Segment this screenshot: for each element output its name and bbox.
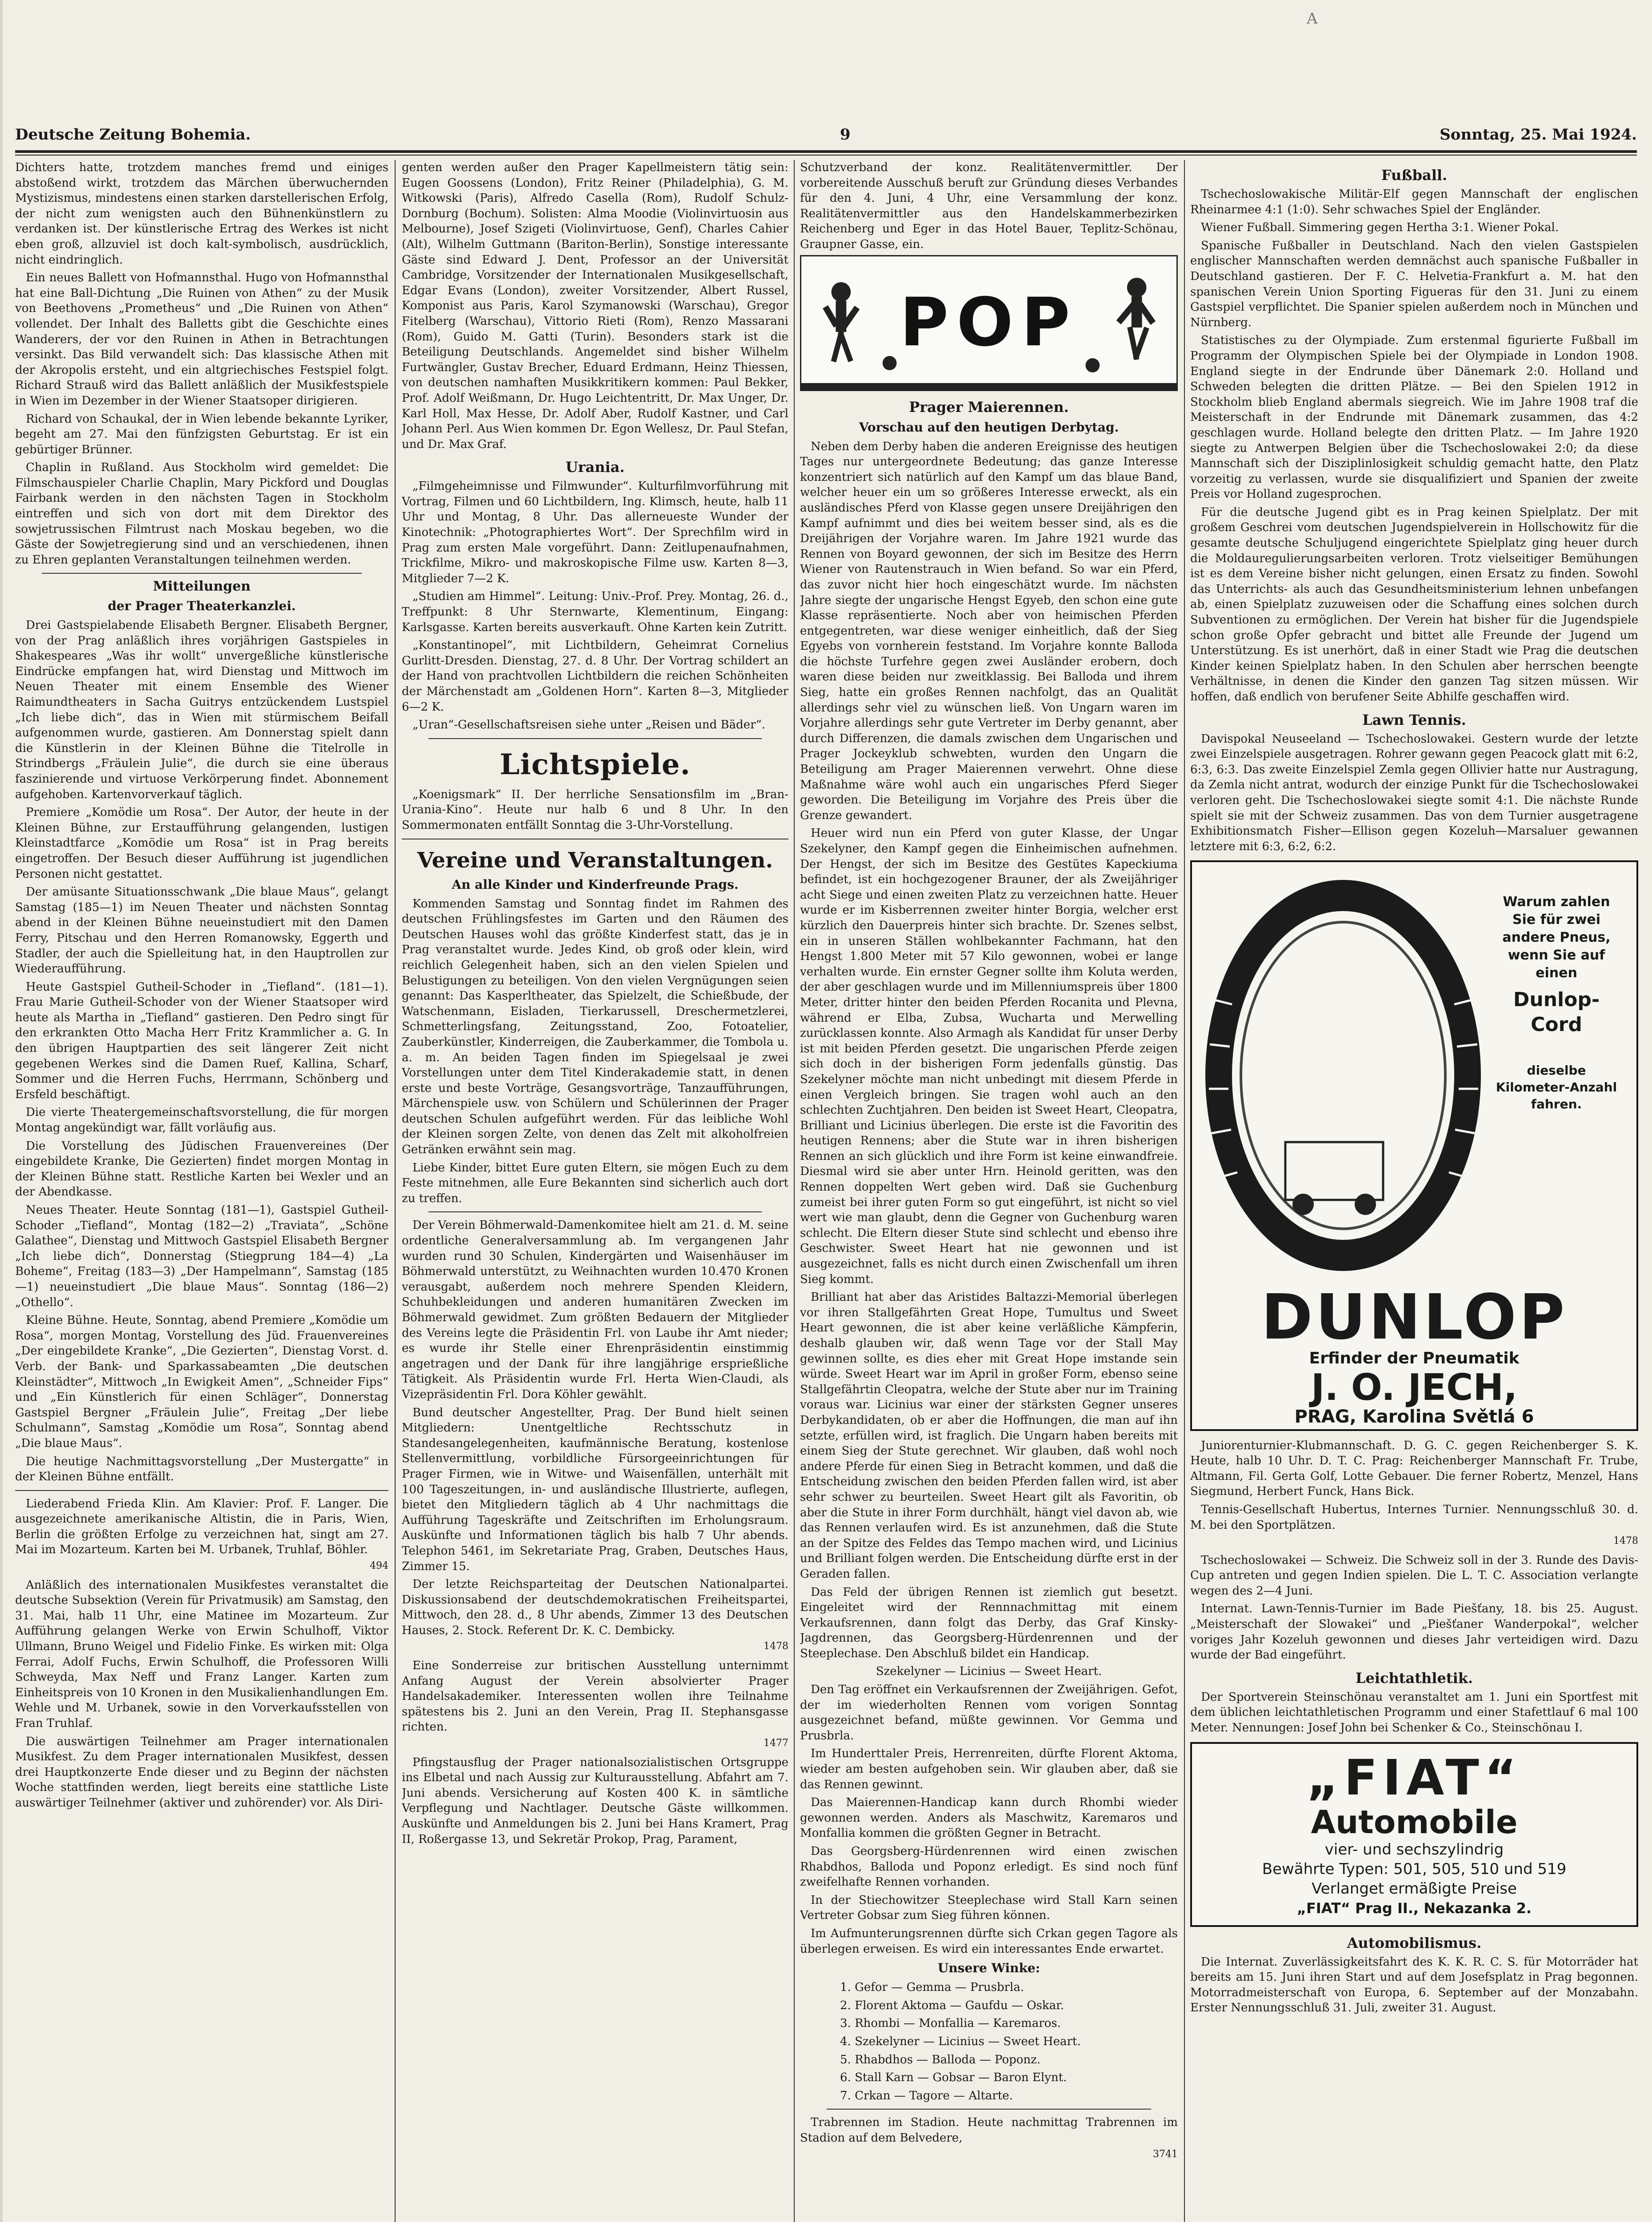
article-paragraph: Tschechoslowakische Militär-Elf gegen Mannschaft der englischen Rheinarmee 4:1 (1:0). Sehr schwaches Spiel der Engländer. [1190, 188, 1638, 216]
banner-word: POP [900, 284, 1078, 362]
tip-item: 6. Stall Karn — Gobsar — Baron Elynt. [840, 2071, 1067, 2085]
section-divider [15, 1490, 388, 1491]
ad-models: Bewährte Typen: 501, 505, 510 und 519 [1262, 1860, 1567, 1878]
article-paragraph: Die Internat. Zuverlässigkeitsfahrt des K. K. R. C. S. für Motorräder hat bereits am 15. Juni ihren Start und auf dem Josefsplatz in Prag begonnen. Motorradmeisterschaft von Europa, 6. September auf der Monzabahn. Erster Nennungsschluß 31. Juli, zweiter 31. August. [1190, 1955, 1638, 2015]
article-paragraph: Juniorenturnier-Klubmannschaft. D. G. C. gegen Reichenberger S. K. Heute, halb 10 Uhr. D. T. C. Prag: Reichenberger Mannschaft Fr. Trube, Altmann, Fil. Gerta Golf, Lotte Gebauer. Die ferner Robertz, Menzel, Hans Siegmund, Herbert Funck, Hans Bick. [1190, 1439, 1638, 1499]
article-paragraph: Spanische Fußballer in Deutschland. Nach den vielen Gastspielen englischer Mannschaften werden demnächst auch spanische Fußballer in Deutschland gastieren. Der F. C. Helvetia-Frankfurt a. M. hat den spanischen Verein Union Sporting Figueras für den 31. Juni zu einem Gastspiel verpflichtet. Die Spanier spielen außerdem noch in München und Nürnberg. [1190, 239, 1638, 329]
dunlop-advertisement [1190, 860, 1638, 1431]
column-rule [794, 160, 795, 2222]
article-paragraph: Der amüsante Situationsschwank „Die blaue Maus“, gelangt Samstag (185—1) im Neuen Theater und nächsten Sonntag abend in der Kleinen Bühne neueinstudiert mit den Damen Ferry, Pitschau und den Herren Romanowsky, Eggerth und Stadler, der auch die Spielleitung hat, in den Hauptrollen zur Wiederaufführung. [15, 885, 388, 976]
article-paragraph: Das Maierennen-Handicap kann durch Rhombi wieder gewonnen werden. Anders als Maschwitz, Karemaros und Monfallia kommen die größten Gegner in Betracht. [800, 1796, 1178, 1840]
ad-claim: dieselbe Kilometer-Anzahl fahren. [1496, 1063, 1617, 1112]
section-heading: Lichtspiele. [500, 747, 691, 781]
article-paragraph: „Uran“-Gesellschaftsreisen siehe unter „Reisen und Bäder“. [412, 718, 766, 732]
article-paragraph: Den Tag eröffnet ein Verkaufsrennen der Zweijährigen. Gefot, der im wiederholten Rennen vom vorigen Sonntag ausgezeichnet befand, müßte gewinnen. Vor Gemma und Prusbrla. [800, 1683, 1178, 1742]
section-heading: Automobilismus. [1347, 1934, 1482, 1951]
newspaper-name: Deutsche Zeitung Bohemia. [15, 126, 251, 144]
ad-brand: DUNLOP [1261, 1281, 1568, 1354]
section-heading: Lawn Tennis. [1362, 711, 1466, 728]
tip-item: 5. Rhabdhos — Balloda — Poponz. [840, 2053, 1041, 2066]
article-paragraph: Neues Theater. Heute Sonntag (181—1), Gastspiel Gutheil-Schoder „Tiefland“, Montag (182—2) „Traviata“, „Schöne Galathee“, Dienstag und Mittwoch Gastspiel Elisabeth Bergner „Ich liebe dich“, Donnerstag (Stiegprung 184—4) „La Boheme“, Freitag (183—3) „Der Hampelmann“, Samstag (185—1) neueinstudiert „Die blaue Maus“. Sonntag (186—2) „Othello“. [15, 1203, 388, 1309]
notice-number: 494 [370, 1560, 388, 1572]
article-paragraph: Der letzte Reichsparteitag der Deutschen Nationalpartei. Diskussionsabend der deutschdemokratischen Freiheitspartei, Mittwoch, den 28. d., 8 Uhr abends, Zimmer 13 des Deutschen Hauses, 2. Stock. Referent Dr. K. C. Dembicky. [402, 1578, 788, 1637]
ad-question-text: Warum zahlen Sie für zwei andere Pneus, wenn Sie auf einen [1502, 894, 1611, 981]
article-paragraph: Der Verein Böhmerwald-Damenkomitee hielt am 21. d. M. seine ordentliche Generalversammlung ab. Im vergangenen Jahr wurden rund 30 Schulen, Kindergärten und Waisenhäuser im Böhmerwald unterstützt, zu Weihnachten wurden 10.470 Kronen verausgabt, außerdem noch mehrere Spenden Kleidern, Schuhbekleidungen und anderen humanitären Zwecken im Böhmerwald gewidmet. Zum größten Bedauern der Mitglieder des Vereins legte die Präsidentin Frl. von Laube ihr Amt nieder; es wurde ihr Stelle einer Ehrenpräsidentin einstimmig angetragen und der Dank für ihre langjährige ersprießliche Tätigkeit. Als Präsidentin wurde Frl. Herta Wien-Claudi, als Vizepräsidentin Frl. Dora Köhler gewählt. [402, 1219, 788, 1401]
ad-address: PRAG, Karolina Světlá 6 [1294, 1406, 1534, 1427]
tyre-icon [1196, 867, 1499, 1284]
article-paragraph: Heute Gastspiel Gutheil-Schoder in „Tiefland“. (181—1). Frau Marie Gutheil-Schoder von der Wiener Staatsoper wird heute als Martha in „Tiefland“ gastieren. Den Pedro singt für den erkrankten Otto Macha Herr Fritz Krammlicher a. G. In den übrigen Hauptpartien des seit längerer Zeit nicht gegebenen Werkes sind die Damen Ruef, Kallina, Scharf, Sommer und die Herren Fuchs, Herrmann, Schönberg und Ersfeld beschäftigt. [15, 980, 388, 1101]
article-paragraph: Pfingstausflug der Prager nationalsozialistischen Ortsgruppe ins Elbetal und nach Aussig zur Kulturausstellung. Abfahrt am 7. Juni abends. Versicherung auf Kosten 400 K. in sämtliche Verpflegung und Nachtlager. Deutsche Gäste willkommen. Auskünfte und Anmeldungen bis 2. Juni bei Hans Kramert, Prag II, Roßergasse 13, und Sekretär Prokop, Prag, Parament, [402, 1755, 788, 1846]
article-paragraph: Neben dem Derby haben die anderen Ereignisse des heutigen Tages nur untergeordnete Bedeutung; das ganze Interesse konzentriert sich natürlich auf den Kampf um das blaue Band, welcher heuer ein um so größeres Interesse erweckt, als ein ausländisches Pferd von Klasse gegen unsere Dreijährigen den Kampf aufnimmt und dies bei weitem besser sind, als es die Dreijährigen der Vorjahre waren. Im Jahre 1921 wurde das Rennen von Boyard gewonnen, der sich im Besitze des Herrn Wiener von Rautenstrauch in Wien befand. So war ein Pferd, das zuvor nicht hier hoch eingeschätzt wurde. Im nächsten Jahre siegte der ungarische Hengst Egyeb, den schon eine gute Klasse repräsentierte. Noch aber von heimischen Pferden entgegentreten, war diese weniger einheitlich, daß der Sieg Egyebs von vornherein feststand. Im Vorjahre konnte Balloda die höchste Turfehre gegen zwei Ausländer erobern, doch waren diese beiden nur zweitklassig. Bei Balloda und ihrem Sieg, hatte ein großes Rennen nachfolgt, das an Qualität allerdings sehr viel zu wünschen ließ. Von Ungarn waren im Vorjahre allerdings sehr gute Vertreter im Derby genannt, aber durch Differenzen, die damals zwischen dem Ungarischen und Prager Jockeyklub schwebten, wurden den Ungarn die Beteiligung am Prager Maierennen verwehrt. Ohne diese Maßnahme wäre wohl auch ein ungarisches Pferd Sieger geworden. Die Beteiligung im Vorjahre des Preis über die Grenze gewandert. [800, 440, 1178, 822]
article-paragraph: Tennis-Gesellschaft Hubertus, Internes Turnier. Nennungsschluß 30. d. M. bei den Sportplätzen. [1190, 1503, 1638, 1532]
article-paragraph: Anläßlich des internationalen Musikfestes veranstaltet die deutsche Subsektion (Verein für Privatmusik) am Samstag, den 31. Mai, halb 11 Uhr, eine Matinee im Mozarteum. Zur Aufführung gelangen Werke von Erwin Schulhoff, Viktor Ullmann, Bruno Weigel und Fidelio Finke. Es wirken mit: Olga Ferrai, Adolf Fuchs, Erwin Schulhoff, die Professoren Willi Schweyda, Max Neff und Franz Langer. Karten zum Einheitspreis von 10 Kronen in den Musikalienhandlungen Em. Wehle und M. Urbanek, sowie in den Vorverkaufsstellen von Fran Truhlaf. [15, 1578, 388, 1730]
notice-number: 1478 [1613, 1535, 1638, 1547]
tip-item: 4. Szekelyner — Licinius — Sweet Heart. [840, 2034, 1081, 2048]
article-paragraph: Richard von Schaukal, der in Wien lebende bekannte Lyriker, begeht am 27. Mai den fünfzigsten Geburtstag. Er ist ein gebürtiger Brünner. [15, 412, 388, 456]
article-paragraph: Die vierte Theatergemeinschaftsvorstellung, die für morgen Montag angekündigt war, fällt vorläufig aus. [15, 1106, 388, 1135]
article-paragraph: Dichters hatte, trotzdem manches fremd und einiges abstoßend wirkt, trotzdem das Märchen überwuchernden Mystizismus, mindestens einen starken darstellerischen Erfolg, der nicht zum wenigsten auch den Bühnenkünstlern zu verdanken ist. Der künstlerische Ertrag des Werkes ist nicht eben groß, allzuviel ist doch kalt-symbolisch, ausdrücklich, nicht eindringlich. [15, 161, 388, 267]
page-mark: A [1307, 10, 1318, 28]
header-rule-thin [15, 155, 1637, 156]
section-heading: Leichtathletik. [1355, 1669, 1473, 1686]
ad-product: Dunlop-Cord [1513, 988, 1600, 1036]
fiat-advertisement [1190, 1742, 1638, 1927]
article-paragraph: In der Stiechowitzer Steeplechase wird Stall Karn seinen Vertreter Gobsar zum Sieg führen können. [800, 1893, 1178, 1922]
ad-subline: vier- und sechszylindrig [1324, 1840, 1504, 1858]
tips-list [800, 1980, 1178, 2103]
section-divider [42, 573, 362, 574]
article-paragraph: Kommenden Samstag und Sonntag findet im Rahmen des deutschen Frühlingsfestes im Garten und den Räumen des Deutschen Hauses wohl das größte Kinderfest statt, das je in Prag veranstaltet wurde. Jedes Kind, ob groß oder klein, wird reichlich Gelegenheit haben, sich an den vielen Spielen und Belustigungen zu beteiligen. Von den vielen Vergnügungen seien genannt: Das Kasperltheater, das Spielzelt, die Schießbude, der Watschenmann, Eisladen, Tierkarussell, Dreschermetzlerei, Schmetterlingsfang, Zeitungsstand, Zoo, Fotoatelier, Zauberkünstler, Kinderreigen, die Zauberkammer, die Tombola u. a. m. An beiden Tagen finden im Spiegelsaal je zwei Vorstellungen unter dem Titel Kinderakademie statt, in denen erste und beste Vorträge, Gesangsvorträge, Tanzaufführungen, Märchenspiele usw. von Schülern und Schülerinnen der Prager deutschen Schulen aufgeführt werden. Für das leibliche Wohl der Kleinen sorgen Zelte, von denen das Zelt mit alkoholfreien Getränken erwähnt sein mag. [402, 897, 788, 1157]
article-paragraph: Liebe Kinder, bittet Eure guten Eltern, sie mögen Euch zu dem Feste mitnehmen, alle Eure Bekannten sind sicherlich auch dort zu treffen. [402, 1161, 788, 1205]
article-paragraph: „Koenigsmark“ II. Der herrliche Sensationsfilm im „Bran-Urania-Kino“. Heute nur halb 6 und 8 Uhr. In den Sommermonaten entfällt Sonntag die 3-Uhr-Vorstellung. [402, 787, 788, 832]
article-paragraph: Für die deutsche Jugend gibt es in Prag keinen Spielplatz. Der mit großem Geschrei vom deutschen Jugendspielverein in Hollschowitz für die gesamte deutsche Schuljugend eingerichtete Spielplatz ging heuer durch die Moldauregulierungsarbeiten verloren. Trotz vielseitiger Bemühungen ist es dem Vereine bisher nicht gelungen, einen Ersatz zu finden. Sowohl das Unterrichts- als auch das Gesundheitsministerium lehnen unbefangen ab, einen Spielplatz zuzuweisen oder die Schaffung eines solchen durch Subventionen zu ermöglichen. Der Verein hat bisher für die Jugendspiele schon große Opfer gebracht und bittet alle Freunde der Jugend um Unterstützung. Es ist unerhört, daß in einer Stadt wie Prag die deutschen Kinder keinen Spielplatz haben. In den Schulen aber herrschen beengte Verhältnisse, in denen die Kinder den ganzen Tag sitzen müssen. Wir hoffen, daß endlich von berufener Seite Abhilfe geschaffen wird. [1190, 505, 1638, 703]
section-divider [428, 1211, 762, 1212]
article-paragraph: „Studien am Himmel“. Leitung: Univ.-Prof. Prey. Montag, 26. d., Treffpunkt: 8 Uhr Sternwarte, Klementinum, Eingang: Karlsgasse. Karten bereits ausverkauft. Ohne Karten kein Zutritt. [402, 590, 788, 634]
article-paragraph: Wiener Fußball. Simmering gegen Hertha 3:1. Wiener Pokal. [1201, 221, 1559, 235]
section-heading: Vereine und Veranstaltungen. [417, 847, 773, 873]
article-paragraph: Im Aufmunterungsrennen dürfte sich Crkan gegen Tagore als überlegen erweisen. Es wird ein interessantes Ende erwartet. [800, 1926, 1178, 1956]
ad-brand: „FIAT“ [1306, 1749, 1522, 1806]
column-3 [800, 160, 1178, 2222]
section-heading: Mitteilungen [153, 579, 251, 595]
section-divider [827, 2109, 1151, 2110]
ad-dealer: J. O. JECH, [1311, 1366, 1518, 1409]
article-paragraph: Drei Gastspielabende Elisabeth Bergner. Elisabeth Bergner, von der Prag anläßlich ihres vorjährigen Gastspieles in Shakespeares „Was ihr wollt“ unvergeßliche künstlerische Eindrücke empfangen hat, wird Dienstag und Mittwoch im Neuen Theater mit einem Ensemble des Wiener Raimundtheaters in Sacha Guitrys entzückendem Lustspiel „Ich liebe dich“, das in Wien mit stürmischem Beifall aufgenommen wurde, gastieren. Am Donnerstag spielt dann die Künstlerin in der Kleinen Bühne die Titelrolle in Strindbergs „Fräulein Julie“, die durch sie eine überaus faszinierende und virtuose Verkörperung findet. Abonnement aufgehoben. Kartenvorverkauf täglich. [15, 619, 388, 801]
article-paragraph: Premiere „Komödie um Rosa“. Der Autor, der heute in der Kleinen Bühne, zur Erstaufführung gelangenden, lustigen Kleinstadtfarce „Komödie um Rosa“ ist in Prag bereits eingetroffen. Der Besuch dieser Aufführung ist jugendlichen Personen nicht gestattet. [15, 806, 388, 881]
section-subheading: An alle Kinder und Kinderfreunde Prags. [452, 877, 739, 892]
notice-number: 1478 [764, 1641, 788, 1652]
article-paragraph: Liederabend Frieda Klin. Am Klavier: Prof. F. Langer. Die ausgezeichnete amerikanische Altistin, die in Paris, Wien, Berlin die größten Erfolge zu verzeichnen hat, singt am 27. Mai im Mozarteum. Karten bei M. Urbanek, Truhlaf, Böhler. [15, 1497, 388, 1557]
article-paragraph: Brilliant hat aber das Aristides Baltazzi-Memorial überlegen vor ihren Stallgefährten Great Hope, Tumultus und Sweet Heart gewonnen, die ist aber keine verläßliche Kämpferin, deshalb glauben wir, daß wenn Tage vor der Stall May gewinnen sollte, es dies eher mit Great Hope imstande sein würde. Sweet Heart war im April in großer Form, ebenso seine Stallgefährtin Cleopatra, welche der Stute aber nur im Training voraus war. Licinius war einer der stärksten Gegner unseres Derbykandidaten, ob er aber die Hoffnungen, die man auf ihn setzte, erfüllen wird, ist fraglich. Die Ungarn haben bereits mit einem Sieg der Stute gerechnet. Wir glauben, daß wohl noch andere Pferde für einen Sieg in Betracht kommen, und daß die Entscheidung zwischen den beiden Pferden fallen wird, ist aber sehr schwer zu beurteilen. Sweet Heart gilt als Favoritin, ob aber die Stute in ihrer Form durchhält, hängt viel davon ab, wie das Rennen verlaufen wird. Es ist anzunehmen, daß die Stute an der Spitze des Feldes das Tempo machen wird, und Licinius und Brilliant folgen werden. Die Entscheidung dürfte erst in der Geraden fallen. [800, 1291, 1178, 1581]
ad-address: „FIAT“ Prag II., Nekazanka 2. [1296, 1899, 1532, 1917]
article-paragraph: Bund deutscher Angestellter, Prag. Der Bund hielt seinen Mitgliedern: Unentgeltliche Rechtsschutz in Standesangelegenheiten, kaufmännische Beratung, kostenlose Stellenvermittlung, vorbildliche Fürsorgeeinrichtungen für Prager Firmen, wie in Witwe- und Waisenfällen, unterhält mit 100 Tageszeitungen, in- und ausländische Illustrierte, auflegen, bietet den Mitgliedern täglich ab 4 Uhr nachmittags die Aufführung Tageskräfte und Zeitschriften im Erholungsraum. Auskünfte und Informationen täglich bis halb 7 Uhr abends. Telephon 5461, im Sekretariate Prag, Graben, Deutsches Haus, Zimmer 15. [402, 1406, 788, 1573]
notice-number: 3741 [1153, 2148, 1178, 2160]
article-paragraph: Statistisches zu der Olympiade. Zum erstenmal figurierte Fußball im Programm der Olympischen Spiele bei der Olympiade in London 1908. England siegte in der Endrunde über Dänemark 2:0. Holland und Schweden belegten die dritten Plätze. — Bei den Spielen 1912 in Stockholm blieb England abermals siegreich. Wie im Jahre 1908 traf die Meisterschaft in der Endrunde mit Dänemark zusammen, das 4:2 geschlagen wurde. Holland belegte den dritten Platz. — Im Jahre 1920 siegte zu Antwerpen Belgien über die Tschechoslowakei 2:0; da diese Mannschaft sich der Disziplinlosigkeit schuldig gemacht hatte, den Platz vorzeitig zu verlassen, wurde sie disqualifiziert und Spanien der zweite Preis vor Holland zugesprochen. [1190, 334, 1638, 501]
tip-item: 1. Gefor — Gemma — Prusbrla. [840, 1981, 1024, 1994]
article-paragraph: Die heutige Nachmittagsvorstellung „Der Mustergatte“ in der Kleinen Bühne entfällt. [15, 1455, 388, 1484]
page-edge [0, 0, 3, 2222]
tip-item: 3. Rhombi — Monfallia — Karemaros. [840, 2017, 1061, 2030]
article-paragraph: Heuer wird nun ein Pferd von guter Klasse, der Ungar Szekelyner, den Kampf gegen die Einheimischen aufnehmen. Der Hengst, der sich im Besitze des Gestütes Kapeckiuma befindet, ist ein hochgezogener Brauner, der als Zweijähriger acht Siege und einen zweiten Platz zu verzeichnen hatte. Heuer wurde er im Kisberrennen zweiter hinter Borgia, welcher erst kürzlich den Dauerpreis hinter sich brachte. Dr. Szenes selbst, ein in unseren Ställen wohlbekannter Fachmann, hat den Hengst 1.800 Meter mit 57 Kilo gewonnen, wobei er lange verhalten wurde. Ein ernster Gegner sollte ihm Koluta werden, der aber geschlagen wurde und im Millenniumspreis über 1800 Meter, dritter hinter den beiden Pferden Rocanita und Plevna, während er Elba, Zubsa, Wucharta und Merwelling zurücklassen konnte. Also Armagh als Kandidat für unser Derby ist mit beiden Pferden gesetzt. Die ungarischen Pferde zeigen sich doch in der bisherigen Form jedenfalls günstig. Das Szekelyner möchte man nicht unbedingt mit diesem Pferde in einen Vergleich bringen. Sie tragen wohl auch an den schlechten Zuchtjahren. Den beiden ist Sweet Heart, Cleopatra, Brilliant und Licinius überlegen. Die erste ist die Favoritin des heutigen Rennens; aber die Stute war in ihren bisherigen Rennen an sich glücklich und ihre Form ist keine einwandfreie. Diesmal wird sie aber unter Hrn. Heinold geritten, was den Rennen doppelten Wert geben wird. Daß sie Guchenburg zumeist bei ihrer guten Form so gut eingeführt, ist nicht so viel wert wie man glaubt, denn die Gegner von Guchenburg waren schlecht. Die Eltern dieser Stute sind schlecht und ebenso ihre Geschwister. Sweet Heart hat nie gewonnen und ist ausgezeichnet, falls es nicht durch einen Zwischenfall um ihren Sieg kommt. [800, 827, 1178, 1286]
ad-question [1490, 893, 1623, 1037]
article-paragraph: Szekelyner — Licinius — Sweet Heart. [876, 1665, 1102, 1678]
column-4 [1190, 160, 1638, 2222]
article-paragraph: Die Vorstellung des Jüdischen Frauenvereines (Der eingebildete Kranke, Die Gezierten) findet morgen Montag in der Kleinen Bühne statt. Restliche Karten bei Wexler und an der Abendkasse. [15, 1139, 388, 1199]
page-number: 9 [840, 126, 851, 144]
section-subheading: der Prager Theaterkanzlei. [108, 599, 296, 614]
article-paragraph: Ein neues Ballett von Hofmannsthal. Hugo von Hofmannsthal hat eine Ball-Dichtung „Die Ruinen von Athen“ zu der Musik von Beethovens „Prometheus“ und „Die Ruinen von Athen“ vollendet. Der Inhalt des Balletts gibt die Geschichte eines Wanderers, der vor den Ruinen in Athen in Betrachtungen versinkt. Das Bild verwandelt sich: Das klassische Athen mit der Akropolis ersteht, und ein altgriechisches Festspiel folgt. Richard Strauß wird das Ballett anläßlich der Musikfestspiele in Wien im Dezember in der Wiener Staatsoper dirigieren. [15, 271, 388, 408]
tips-heading: Unsere Winke: [937, 1961, 1040, 1976]
article-paragraph: Der Sportverein Steinschönau veranstaltet am 1. Juni ein Sportfest mit dem üblichen leichtathletischen Programm und einer Stafettlauf 6 mal 100 Meter. Nennungen: Josef John bei Schenker & Co., Steinschönau I. [1190, 1690, 1638, 1735]
ad-offer: Verlanget ermäßigte Preise [1312, 1879, 1517, 1898]
tip-item: 2. Florent Aktoma — Gaufdu — Oskar. [840, 1998, 1064, 2012]
section-divider [428, 738, 762, 739]
header-rule [15, 150, 1637, 153]
section-subheading: Vorschau auf den heutigen Derbytag. [859, 420, 1119, 435]
column-rule [395, 160, 396, 2222]
article-paragraph: Im Hunderttaler Preis, Herrenreiten, dürfte Florent Aktoma, wieder am besten aufgehoben sein. Wir glauben aber, daß sie das Rennen gewinnt. [800, 1747, 1178, 1791]
issue-date: Sonntag, 25. Mai 1924. [1440, 126, 1637, 144]
ad-tagline: Erfinder der Pneumatik [1309, 1349, 1520, 1368]
article-paragraph: Internat. Lawn-Tennis-Turnier im Bade Piešťany, 18. bis 25. August. „Meisterschaft der Slowakei“ und „Piešťaner Wanderpokal“, welcher voriges Jahr Kozeluh gewonnen und dieses Jahr verteidigen wird. Dazu wurde der Bad eingeführt. [1190, 1602, 1638, 1662]
article-paragraph: „Filmgeheimnisse und Filmwunder“. Kulturfilmvorführung mit Vortrag, Filmen und 60 Lichtbildern, Ing. Klimsch, heute, halb 11 Uhr und Montag, 8 Uhr. Das allerneueste Wunder der Kinotechnik: „Photographiertes Wort“. Der Sprechfilm wird in Prag zum ersten Male vorgeführt. Dann: Zeitlupenaufnahmen, Trickfilme, Mikro- und makroskopische Filme usw. Karten 8—3, Mitglieder 7—2 K. [402, 480, 788, 585]
article-paragraph: Eine Sonderreise zur britischen Ausstellung unternimmt Anfang August der Verein absolvierter Prager Handelsakademiker. Interessenten wollen ihre Teilnahme spätestens bis 2. Juni an den Verein, Prag II. Stephansgasse richten. [402, 1659, 788, 1734]
section-heading: Urania. [565, 459, 625, 476]
article-paragraph: Kleine Bühne. Heute, Sonntag, abend Premiere „Komödie um Rosa“, morgen Montag, Vorstellung des Jüd. Frauenvereines „Der eingebildete Kranke“, „Die Gezierten“, Dienstag Vorst. d. Verb. der Bank- und Sparkassabeamten „Die deutschen Kleinstädter“, Mittwoch „In Ewigkeit Amen“, „Schneider Fips“ und „Ein Künstlerich für einen Schläger“, Donnerstag Gastspiel Bergner „Fräulein Julie“, Freitag „Der liebe Schulmann“, Samstag „Komödie um Rosa“, Sonntag abend „Die blaue Maus“. [15, 1314, 388, 1450]
notice-number: 1477 [764, 1738, 788, 1749]
tip-item: 7. Crkan — Tagore — Altarte. [840, 2089, 1013, 2102]
article-paragraph: Die auswärtigen Teilnehmer am Prager internationalen Musikfest. Zu dem Prager internationalen Musikfest, dessen drei Hauptkonzerte Ende dieser und zu Beginn der nächsten Woche stattfinden werden, liegt bereits eine stattliche Liste auswärtiger Teilnehmer (aktiver und zuhörender) vor. Als Diri- [15, 1734, 388, 1810]
ad-headline: Automobile [1311, 1803, 1518, 1841]
article-paragraph: Chaplin in Rußland. Aus Stockholm wird gemeldet: Die Filmschauspieler Charlie Chaplin, Mary Pickford und Douglas Fairbank werden in den nächsten Tagen in Stockholm eintreffen und sich von dort mit dem Direktor des sowjetrussischen Filmtrust nach Moskau begeben, wo die Gäste der Sowjetregierung sind und an verschiedenen, ihnen zu Ehren geplanten Veranstaltungen teilnehmen werden. [15, 461, 388, 567]
running-head [15, 119, 1637, 150]
article-paragraph: Davispokal Neuseeland — Tschechoslowakei. Gestern wurde der letzte zwei Einzelspiele ausgetragen. Rohrer gewann gegen Peacock glatt mit 6:2, 6:3, 6:3. Das zweite Einzelspiel Zemla gegen Ollivier hatte nur Austragung, da Zemla nicht antrat, wodurch der einzige Punkt für die Tschechoslowakei verloren geht. Die Tschechoslowakei siegte somit 4:1. Die nächste Runde spielt sie mit der Schweiz zusammen. Das von dem Turnier ausgetragene Exhibitionsmatch Fisher—Ellison gegen Kozeluh—Marsaluer gewannen letztere mit 6:3, 6:2, 6:2. [1190, 732, 1638, 853]
section-heading: Fußball. [1381, 167, 1448, 184]
tyre-illustration-area [1196, 867, 1632, 1284]
article-paragraph: „Konstantinopel“, mit Lichtbildern, Geheimrat Cornelius Gurlitt-Dresden. Dienstag, 27. d. 8 Uhr. Der Vortrag schildert an der Hand von prachtvollen Lichtbildern die reichen Schönheiten der Märchenstadt am „Goldenen Horn“. Karten 8—3, Mitglieder 6—2 K. [402, 639, 788, 714]
article-paragraph: Schutzverband der konz. Realitätenvermittler. Der vorbereitende Ausschuß beruft zur Gründung dieses Verbandes für den 4. Juni, 4 Uhr, eine Versammlung der konz. Realitätenvermittler aus den Handelskammerbezirken Reichenberg und Eger in das Hotel Bauer, Teplitz-Schönau, Graupner Gasse, ein. [800, 161, 1178, 251]
sport-banner [800, 255, 1178, 391]
article-paragraph: Trabrennen im Stadion. Heute nachmittag Trabrennen im Stadion auf dem Belvedere, [800, 2116, 1178, 2145]
column-rule [1184, 160, 1185, 2222]
article-paragraph: Tschechoslowakei — Schweiz. Die Schweiz soll in der 3. Runde des Davis-Cup antreten und gegen Indien spielen. Die L. T. C. Association verlangte wegen des 2—4 Juni. [1190, 1553, 1638, 1598]
column-2 [402, 160, 788, 2222]
article-paragraph: Das Feld der übrigen Rennen ist ziemlich gut besetzt. Eingeleitet wird der Rennnachmittag mit einem Verkaufsrennen, dann folgt das Derby, das Graf Kinsky-Jagdrennen, das Georgsberg-Hürdenrennen und der Steeplechase. Den Abschluß bildet ein Handicap. [800, 1585, 1178, 1660]
section-heading: Prager Maierennen. [909, 398, 1069, 416]
article-paragraph: genten werden außer den Prager Kapellmeistern tätig sein: Eugen Goossens (London), Fritz Reiner (Philadelphia), G. M. Witkowski (Paris), Alfredo Casella (Rom), Rudolf Schulz-Dornburg (Bochum). Solisten: Alma Moodie (Violinvirtuosin aus Melbourne), Josef Szigeti (Violinvirtuose, Genf), Charles Cahier (Alt), Wilhelm Guttmann (Bariton-Berlin), Sonstige interessante Gäste sind Edward J. Dent, Professor an der Universität Cambridge, Vorsitzender der Internationalen Musikgesellschaft, Edgar Evans (London), zweiter Vorsitzender, Albert Russel, Komponist aus Paris, Karol Szymanowski (Warschau), Gregor Fitelberg (Warschau), Vittorio Rieti (Rom), Renzo Massarani (Rom), Guido M. Gatti (Turin). Besonders stark ist die Beteiligung Deutschlands. Angemeldet sind bisher Wilhelm Furtwängler, Gustav Brecher, Eduard Erdmann, Heinz Thiessen, von deutschen namhaften Musikkritikern kommen: Paul Bekker, Prof. Adolf Weißmann, Dr. Hugo Leichtentritt, Dr. Max Unger, Dr. Karl Holl, Max Hesse, Dr. Adolf Aber, Rudolf Kastner, und Carl Johann Perl. Aus Wien kommen Dr. Egon Wellesz, Dr. Paul Stefan, und Dr. Max Graf. [402, 161, 788, 451]
article-paragraph: Das Georgsberg-Hürdenrennen wird einen zwischen Rhabdhos, Balloda und Poponz erledigt. Es sind noch fünf zweifelhafte Rennen vorhanden. [800, 1845, 1178, 1889]
column-1 [15, 160, 388, 2222]
